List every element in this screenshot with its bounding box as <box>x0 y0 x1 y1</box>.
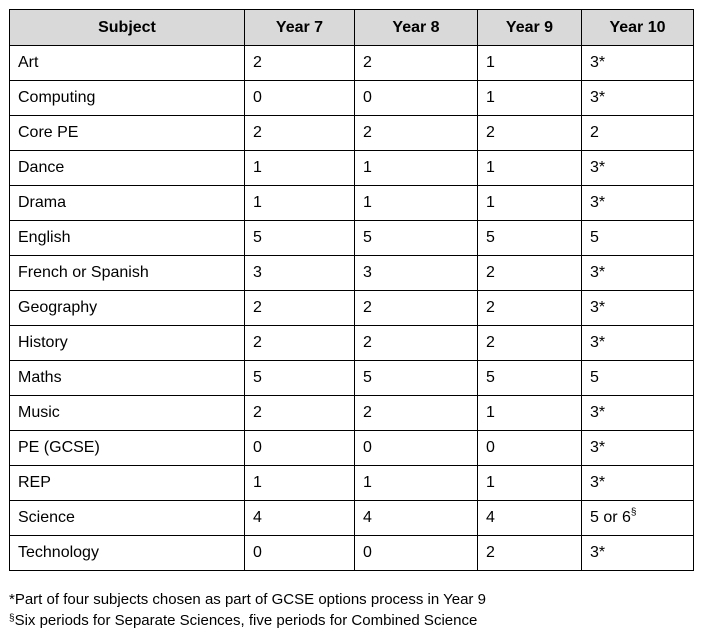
subject-cell <box>10 501 245 536</box>
year-9-cell <box>478 81 582 116</box>
year-8-cell-text: 1 <box>363 474 372 491</box>
year-8-cell <box>355 221 478 256</box>
year-7-cell <box>245 466 355 501</box>
year-8-cell <box>355 151 478 186</box>
subject-cell-text: Maths <box>18 369 62 386</box>
subject-cell-text: French or Spanish <box>18 264 149 281</box>
subject-cell <box>10 151 245 186</box>
subject-cell-text: Science <box>18 509 75 526</box>
header-year-10: Year 10 <box>582 10 694 46</box>
year-8-cell <box>355 81 478 116</box>
section-mark: § <box>630 507 637 518</box>
subject-cell <box>10 46 245 81</box>
year-8-cell-text: 2 <box>363 124 372 141</box>
year-7-cell <box>245 536 355 571</box>
year-10-cell-text: 5 <box>590 369 599 386</box>
year-7-cell <box>245 256 355 291</box>
subject-cell <box>10 326 245 361</box>
year-8-cell-text: 5 <box>363 229 372 246</box>
year-10-cell <box>582 396 694 431</box>
table-row <box>10 466 694 501</box>
year-10-cell <box>582 81 694 116</box>
year-7-cell-text: 2 <box>253 299 262 316</box>
year-9-cell-text: 2 <box>486 334 495 351</box>
footnote-science-text: Six periods for Separate Sciences, five periods for Combined Science <box>14 612 478 629</box>
year-9-cell <box>478 256 582 291</box>
table-row <box>10 256 694 291</box>
year-9-cell-text: 1 <box>486 89 495 106</box>
year-9-cell <box>478 431 582 466</box>
year-10-cell-text: 3* <box>590 159 606 176</box>
year-9-cell <box>478 186 582 221</box>
year-9-cell-text: 1 <box>486 474 495 491</box>
year-9-cell <box>478 291 582 326</box>
year-10-cell-text: 5 <box>590 229 599 246</box>
year-9-cell-text: 5 <box>486 229 495 246</box>
table-header-row <box>10 10 694 46</box>
year-7-cell <box>245 186 355 221</box>
year-9-cell <box>478 116 582 151</box>
year-7-cell-text: 1 <box>253 474 262 491</box>
header-year-7: Year 7 <box>245 10 355 46</box>
year-7-cell-text: 1 <box>253 194 262 211</box>
year-10-cell <box>582 151 694 186</box>
year-7-cell <box>245 501 355 536</box>
year-7-cell-text: 2 <box>253 404 262 421</box>
year-8-cell <box>355 466 478 501</box>
year-9-cell-text: 4 <box>486 509 495 526</box>
year-7-cell-text: 1 <box>253 159 262 176</box>
table-row <box>10 81 694 116</box>
year-8-cell-text: 2 <box>363 334 372 351</box>
footnote-science <box>9 610 486 631</box>
table-row <box>10 291 694 326</box>
year-7-cell-text: 5 <box>253 369 262 386</box>
year-9-cell-text: 1 <box>486 54 495 71</box>
year-7-cell <box>245 291 355 326</box>
year-8-cell <box>355 396 478 431</box>
subject-cell-text: Computing <box>18 89 96 106</box>
table-row <box>10 536 694 571</box>
subject-cell-text: Drama <box>18 194 67 211</box>
table-body <box>10 46 694 571</box>
subject-cell <box>10 186 245 221</box>
year-7-cell-text: 2 <box>253 54 262 71</box>
year-9-cell-text: 1 <box>486 404 495 421</box>
year-8-cell-text: 2 <box>363 404 372 421</box>
year-10-cell-text: 3* <box>590 474 606 491</box>
header-subject: Subject <box>10 10 245 46</box>
subject-cell-text: Core PE <box>18 124 79 141</box>
subject-cell-text: English <box>18 229 71 246</box>
table-row <box>10 326 694 361</box>
year-7-cell <box>245 151 355 186</box>
year-9-cell-text: 1 <box>486 159 495 176</box>
year-8-cell-text: 0 <box>363 544 372 561</box>
year-10-cell <box>582 431 694 466</box>
year-10-cell <box>582 466 694 501</box>
table-row <box>10 396 694 431</box>
year-7-cell <box>245 81 355 116</box>
year-9-cell <box>478 536 582 571</box>
year-9-cell <box>478 46 582 81</box>
table-row <box>10 186 694 221</box>
year-7-cell-text: 3 <box>253 264 262 281</box>
subject-cell <box>10 396 245 431</box>
year-7-cell <box>245 46 355 81</box>
year-9-cell <box>478 396 582 431</box>
subject-cell-text: REP <box>18 474 51 491</box>
year-10-cell <box>582 536 694 571</box>
subject-cell-text: Technology <box>18 544 99 561</box>
year-7-cell-text: 5 <box>253 229 262 246</box>
year-10-cell-text: 3* <box>590 404 606 421</box>
year-7-cell-text: 0 <box>253 89 262 106</box>
year-7-cell <box>245 116 355 151</box>
year-9-cell <box>478 466 582 501</box>
year-8-cell-text: 1 <box>363 159 372 176</box>
year-8-cell <box>355 46 478 81</box>
subject-cell <box>10 256 245 291</box>
subject-cell <box>10 536 245 571</box>
year-10-cell-text: 3* <box>590 54 606 71</box>
header-year-9: Year 9 <box>478 10 582 46</box>
year-9-cell-text: 2 <box>486 299 495 316</box>
year-7-cell-text: 2 <box>253 334 262 351</box>
subject-cell <box>10 431 245 466</box>
year-9-cell <box>478 326 582 361</box>
table-row <box>10 361 694 396</box>
year-10-cell <box>582 221 694 256</box>
year-10-cell-text: 3* <box>590 89 606 106</box>
table-row <box>10 46 694 81</box>
periods-table <box>9 9 694 571</box>
subject-cell <box>10 466 245 501</box>
year-8-cell <box>355 256 478 291</box>
year-10-cell-text: 3* <box>590 194 606 211</box>
year-7-cell-text: 0 <box>253 439 262 456</box>
subject-cell <box>10 221 245 256</box>
section-mark: § <box>9 613 15 624</box>
year-9-cell-text: 2 <box>486 544 495 561</box>
subject-cell <box>10 116 245 151</box>
year-10-cell-text: 3* <box>590 264 606 281</box>
subject-cell-text: PE (GCSE) <box>18 439 100 456</box>
year-8-cell <box>355 291 478 326</box>
subject-cell-text: Geography <box>18 299 98 316</box>
year-8-cell <box>355 501 478 536</box>
year-9-cell <box>478 501 582 536</box>
year-8-cell <box>355 361 478 396</box>
year-7-cell-text: 0 <box>253 544 262 561</box>
year-8-cell-text: 0 <box>363 439 372 456</box>
year-7-cell <box>245 326 355 361</box>
year-8-cell-text: 3 <box>363 264 372 281</box>
year-8-cell-text: 4 <box>363 509 372 526</box>
year-8-cell-text: 0 <box>363 89 372 106</box>
year-9-cell-text: 1 <box>486 194 495 211</box>
subject-cell-text: Art <box>18 54 39 71</box>
year-7-cell <box>245 221 355 256</box>
year-10-cell-text: 3* <box>590 544 606 561</box>
year-7-cell <box>245 431 355 466</box>
subject-cell-text: Dance <box>18 159 65 176</box>
table-row <box>10 116 694 151</box>
year-10-cell <box>582 256 694 291</box>
year-10-cell <box>582 116 694 151</box>
year-8-cell-text: 5 <box>363 369 372 386</box>
footnotes <box>9 589 486 631</box>
year-10-cell <box>582 501 694 536</box>
header-year-8: Year 8 <box>355 10 478 46</box>
year-8-cell-text: 2 <box>363 299 372 316</box>
table-row <box>10 431 694 466</box>
year-7-cell <box>245 396 355 431</box>
year-8-cell <box>355 431 478 466</box>
year-7-cell-text: 4 <box>253 509 262 526</box>
year-9-cell-text: 0 <box>486 439 495 456</box>
year-10-cell <box>582 291 694 326</box>
year-9-cell-text: 2 <box>486 124 495 141</box>
year-10-cell-text: 3* <box>590 299 606 316</box>
year-10-cell-text: 2 <box>590 124 599 141</box>
year-9-cell <box>478 151 582 186</box>
year-10-cell <box>582 186 694 221</box>
year-9-cell <box>478 221 582 256</box>
year-10-cell <box>582 361 694 396</box>
subject-cell <box>10 291 245 326</box>
year-8-cell-text: 1 <box>363 194 372 211</box>
subject-cell-text: Music <box>18 404 60 421</box>
year-9-cell <box>478 361 582 396</box>
table-row <box>10 221 694 256</box>
year-7-cell <box>245 361 355 396</box>
year-10-cell-text: 3* <box>590 439 606 456</box>
year-8-cell <box>355 186 478 221</box>
year-8-cell <box>355 536 478 571</box>
year-10-cell-text: 5 or 6 <box>590 509 631 526</box>
year-8-cell-text: 2 <box>363 54 372 71</box>
year-8-cell <box>355 326 478 361</box>
table-row <box>10 501 694 536</box>
year-8-cell <box>355 116 478 151</box>
year-9-cell-text: 2 <box>486 264 495 281</box>
year-10-cell-text: 3* <box>590 334 606 351</box>
year-7-cell-text: 2 <box>253 124 262 141</box>
subject-cell <box>10 81 245 116</box>
subject-cell-text: History <box>18 334 68 351</box>
year-10-cell <box>582 326 694 361</box>
year-10-cell <box>582 46 694 81</box>
footnote-options: *Part of four subjects chosen as part of GCSE options process in Year 9 <box>9 591 486 608</box>
table-row <box>10 151 694 186</box>
year-9-cell-text: 5 <box>486 369 495 386</box>
subject-cell <box>10 361 245 396</box>
